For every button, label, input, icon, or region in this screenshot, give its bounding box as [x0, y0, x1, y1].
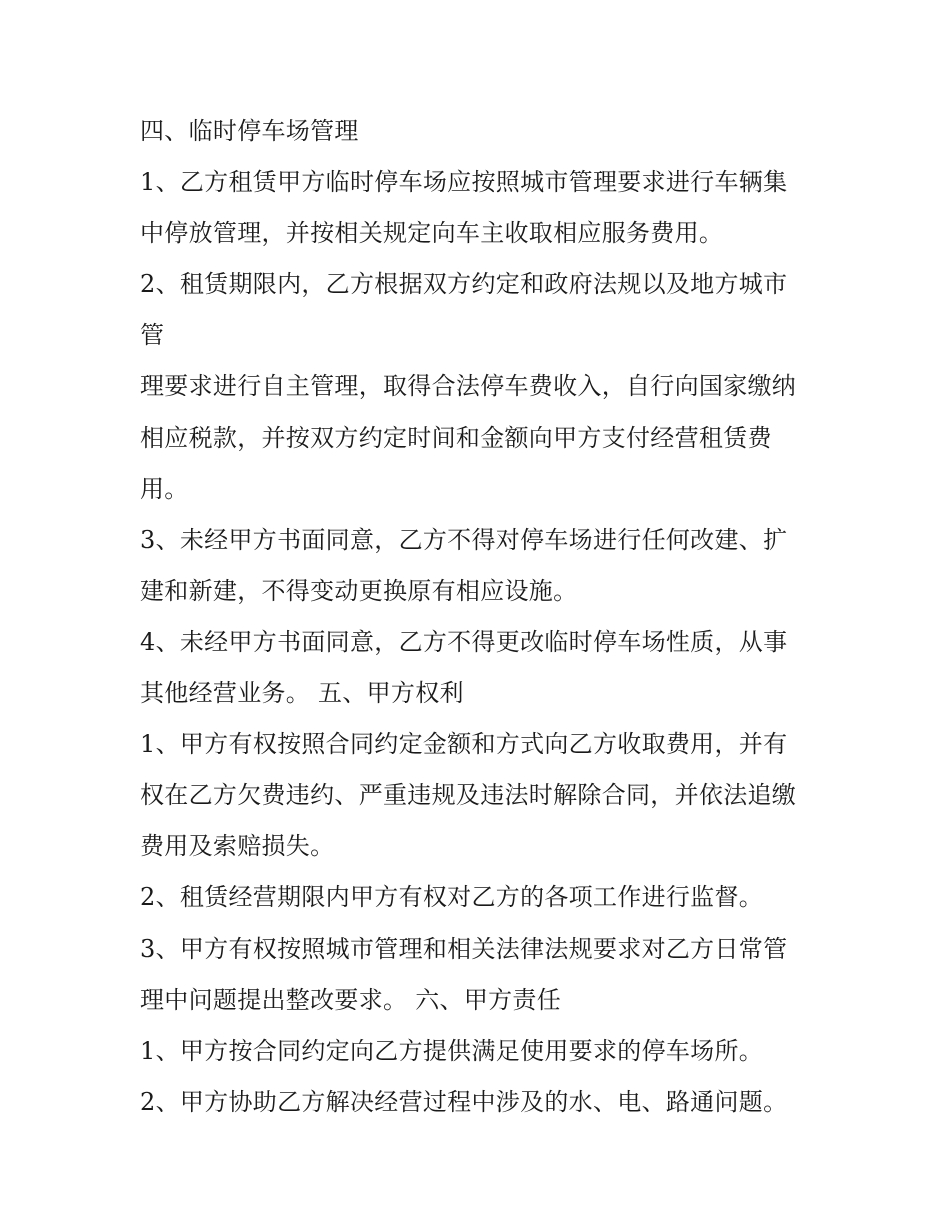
text-line: 理要求进行自主管理，取得合法停车费收入，自行向国家缴纳 — [140, 372, 797, 401]
text-line: 4、未经甲方书面同意，乙方不得更改临时停车场性质，从事 — [140, 627, 788, 656]
text-line: 2、租赁期限内，乙方根据双方约定和政府法规以及地方城市 — [140, 270, 788, 299]
section-heading-4: 四、临时停车场管理 — [140, 117, 359, 145]
text-line: 理中问题提出整改要求。 六、甲方责任 — [140, 985, 562, 1014]
text-line: 2、甲方协助乙方解决经营过程中涉及的水、电、路通问题。 — [140, 1087, 788, 1116]
text-line: 1、甲方按合同约定向乙方提供满足使用要求的停车场所。 — [140, 1036, 764, 1065]
text-line: 建和新建，不得变动更换原有相应设施。 — [140, 576, 578, 605]
text-line: 管 — [140, 321, 165, 350]
text-line: 1、乙方租赁甲方临时停车场应按照城市管理要求进行车辆集 — [140, 168, 788, 197]
text-line: 2、租赁经营期限内甲方有权对乙方的各项工作进行监督。 — [140, 883, 764, 912]
text-line: 用。 — [140, 474, 189, 503]
text-line: 费用及索赔损失。 — [140, 832, 335, 861]
text-line: 相应税款，并按双方约定时间和金额向甲方支付经营租赁费 — [140, 423, 772, 452]
text-line: 3、甲方有权按照城市管理和相关法律法规要求对乙方日常管 — [140, 934, 788, 963]
text-line: 3、未经甲方书面同意，乙方不得对停车场进行任何改建、扩 — [140, 525, 788, 554]
document-body — [140, 106, 830, 1128]
text-line: 其他经营业务。 五、甲方权利 — [140, 679, 464, 708]
text-line: 权在乙方欠费违约、严重违规及违法时解除合同，并依法追缴 — [140, 781, 797, 810]
text-line: 中停放管理，并按相关规定向车主收取相应服务费用。 — [140, 219, 724, 248]
text-line: 1、甲方有权按照合同约定金额和方式向乙方收取费用，并有 — [140, 730, 788, 759]
